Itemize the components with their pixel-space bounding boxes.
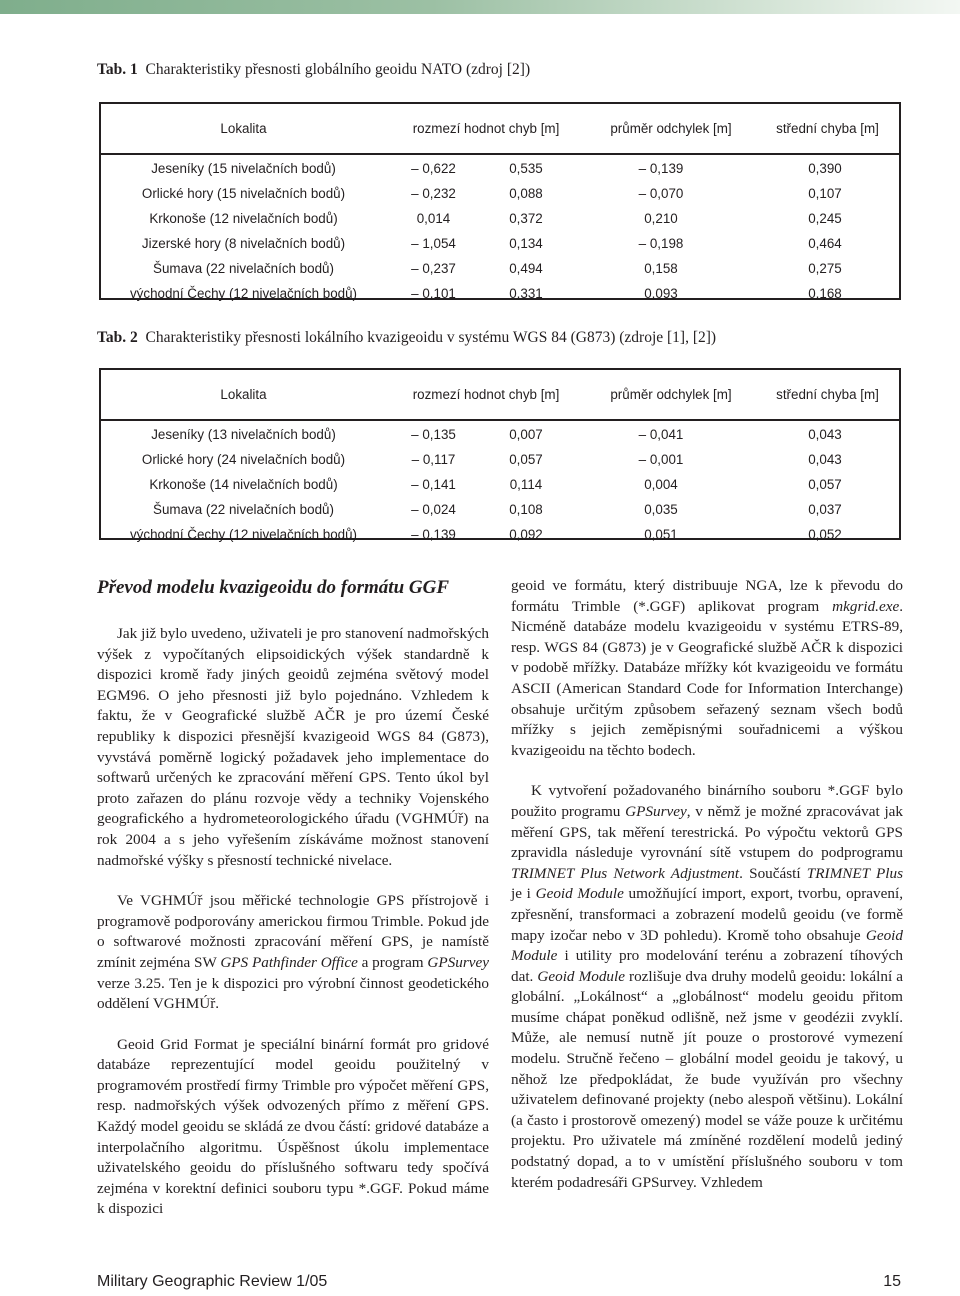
value-cell: 0,168 (808, 286, 842, 301)
value-cell: 0,107 (808, 186, 842, 201)
value-cell: – 0,024 (411, 502, 456, 517)
value-cell: – 0,198 (638, 236, 684, 251)
table-row (101, 256, 899, 281)
table1-caption-text: Charakteristiky přesnosti globálního geoidu NATO (zdroj [2]) (145, 61, 531, 78)
table-row (101, 472, 899, 497)
value-cell: 0,088 (509, 186, 543, 201)
location-cell: Jizerské hory (8 nivelačních bodů) (141, 236, 346, 251)
location-cell: východní Čechy (12 nivelačních bodů) (129, 527, 358, 542)
value-cell: – 0,139 (638, 161, 684, 176)
value-cell: – 1,054 (411, 236, 456, 251)
value-cell: 0,004 (644, 477, 678, 492)
section-heading: Převod modelu kvazigeoidu do formátu GGF (97, 577, 450, 598)
table-row (101, 281, 899, 306)
value-cell: 0,092 (509, 527, 543, 542)
table-row (101, 497, 899, 522)
value-cell: 0,372 (509, 211, 543, 226)
table-row (101, 522, 899, 547)
paragraph: Geoid Grid Format je speciální binární formát pro gridové databáze reprezentující model geoidu použitelný v programovém prostředí firmy Trimble pro výpočet měření GPS, resp. nadmořských výšek odvozených přímo z měření GPS. Každý model geoidu se skládá ze dvou částí: gridové databáze a interpolačního algoritmu. Úspěšnost úkolu implementace uživatelského geoidu do příslušného softwaru tedy spočívá zejména v korektní definici souboru typu *.GGF. Pokud máme k dispozici (97, 1035, 489, 1218)
table1 (99, 102, 901, 300)
value-cell: 0,158 (644, 261, 678, 276)
table2-header-row (101, 370, 899, 421)
location-cell: východní Čechy (12 nivelačních bodů) (129, 286, 358, 301)
table1-header-cell: střední chyba [m] (776, 121, 879, 136)
value-cell: 0,057 (509, 452, 543, 467)
value-cell: 0,043 (808, 427, 842, 442)
table1-label: Tab. 1 (97, 61, 138, 78)
paragraph: K vytvoření požadovaného binárního souboru *.GGF bylo použito programu GPSurvey, v němž je možné zpracovávat jak měření GPS, tak měření terestrická. Po výpočtu vektorů GPS zpravidla následuje vyrovnání sítě vstupem do podprogramu TRIMNET Plus Network Adjustment. Součástí TRIMNET Plus je i Geoid Module umožňující import, export, tvorbu, opravení, zpřesnění, transformaci a zobrazení modelů geoidu (ve formě mapy izočar nebo v 3D pohledu). Kromě toho obsahuje Geoid Module i utility pro modelování terénu a zobrazení tíhových dat. Geoid Module rozlišuje dva druhy modelů geoidu: lokální a globální. „Lokálnost“ a „globálnost“ modelu geoidu přitom musíme chápat poněkud odlišně, než jsme v geodézii zvyklí. Může, ale nemusí nutně jít pouze o prostorové vymezení modelu. Stručně řečeno – globální model geoidu je takový, u něhož lze předpokládat, že bude využíván pro všechny uživatelem definované projekty (nebo alespoň většinu). Lokální (a často i prostorově omezený) model se váže pouze k určitému projektu. Pro uživatele má zmíněné rozdělení modelů jediný podstatný dopad, a to v umístění příslušného souboru v tom kterém podadresáři GPSurvey. Vzhledem (511, 782, 904, 1191)
location-cell: Jeseníky (15 nivelačních bodů) (151, 161, 336, 176)
header-color-bar (0, 0, 960, 14)
value-cell: – 0,622 (411, 161, 456, 176)
value-cell: 0,245 (808, 211, 842, 226)
table2-caption-text: Charakteristiky přesnosti lokálního kvazigeoidu v systému WGS 84 (G873) (zdroje [1], [2]) (145, 329, 717, 346)
value-cell: – 0,141 (411, 477, 456, 492)
page-number: 15 (883, 1273, 901, 1290)
value-cell: 0,043 (808, 452, 842, 467)
location-cell: Krkonoše (14 nivelačních bodů) (149, 477, 338, 492)
journal-name: Military Geographic Review 1/05 (97, 1273, 328, 1290)
table2-body (101, 421, 899, 547)
table1-header-cell: průměr odchylek [m] (610, 121, 732, 136)
table2-header-cell: Lokalita (220, 387, 267, 402)
value-cell: 0,331 (509, 286, 543, 301)
table1-header-cell: rozmezí hodnot chyb [m] (412, 121, 560, 136)
value-cell: 0,108 (509, 502, 543, 517)
value-cell: – 0,232 (411, 186, 456, 201)
table1-header-cell: Lokalita (220, 121, 267, 136)
value-cell: 0,014 (416, 211, 451, 226)
paragraph: Jak již bylo uvedeno, uživateli je pro stanovení nadmořských výšek z vypočítaných elipsoidických výšek standardně k dispozici kromě řady jiných geoidů zejména světový model EGM96. O jeho přesnosti již bylo pojednáno. Vzhledem k faktu, že v Geografické službě AČR je pro území České republiky k dispozici přesnější kvazigeoid WGS 84 (G873), vyvstává poměrně logický požadavek jeho implementace do softwarů určených ke zpracování měření GPS. Tento úkol byl proto zařazen do plánu rozvoje vědy a techniky Vojenského geografického a hydrometeorologického úřadu (VGHMÚř) na rok 2004 a s jeho vyřešením získáváme možnost stanovení nadmořské výšky s přesností technické nivelace. (97, 625, 489, 869)
table1-body (101, 155, 899, 306)
location-cell: Šumava (22 nivelačních bodů) (153, 502, 334, 517)
value-cell: – 0,135 (411, 427, 456, 442)
table2-label: Tab. 2 (97, 329, 138, 346)
value-cell: 0,494 (509, 261, 543, 276)
value-cell: 0,114 (509, 477, 543, 492)
value-cell: 0,093 (644, 286, 678, 301)
value-cell: 0,052 (808, 527, 842, 542)
table1-caption (97, 60, 530, 80)
value-cell: 0,051 (644, 527, 678, 542)
value-cell: – 0,237 (411, 261, 456, 276)
value-cell: – 0,001 (638, 452, 684, 467)
value-cell: – 0,070 (638, 186, 684, 201)
table-row (101, 206, 899, 231)
table-row (101, 447, 899, 472)
paragraph: geoid ve formátu, který distribuuje NGA, lze k převodu do formátu Trimble (*.GGF) aplikovat program mkgrid.exe. Nicméně databáze modelu kvazigeoidu v systému ETRS-89, resp. WGS 84 (G873) je v Geografické službě AČR k dispozici v podobě mřížky. Databáze mřížky kót kvazigeoidu ve formátu ASCII (American Standard Code for Information Interchange) obsahuje určitým způsobem seřazený seznam všech bodů mřížky s jejich zeměpisnými souřadnicemi a výškou kvazigeoidu na těchto bodech. (511, 577, 903, 759)
left-column (97, 576, 489, 1220)
table2-header-cell: průměr odchylek [m] (610, 387, 732, 402)
location-cell: Orlické hory (24 nivelačních bodů) (141, 452, 346, 467)
table-row (101, 156, 899, 181)
value-cell: – 0,139 (411, 527, 456, 542)
location-cell: Šumava (22 nivelačních bodů) (153, 261, 334, 276)
location-cell: Orlické hory (15 nivelačních bodů) (141, 186, 346, 201)
right-column (511, 576, 903, 1193)
value-cell: – 0,117 (411, 452, 456, 467)
value-cell: 0,210 (644, 211, 678, 226)
value-cell: 0,037 (808, 502, 842, 517)
table2-header-cell: střední chyba [m] (776, 387, 879, 402)
value-cell: 0,535 (509, 161, 543, 176)
table2 (99, 368, 901, 540)
location-cell: Krkonoše (12 nivelačních bodů) (149, 211, 338, 226)
value-cell: 0,134 (509, 236, 543, 251)
value-cell: – 0,101 (411, 286, 456, 301)
value-cell: 0,275 (808, 261, 842, 276)
table2-header-cell: rozmezí hodnot chyb [m] (412, 387, 560, 402)
location-cell: Jeseníky (13 nivelačních bodů) (151, 427, 336, 442)
value-cell: 0,057 (808, 477, 842, 492)
table-row (101, 422, 899, 447)
value-cell: 0,035 (644, 502, 678, 517)
table2-caption (97, 328, 716, 348)
value-cell: 0,464 (808, 236, 842, 251)
value-cell: – 0,041 (638, 427, 684, 442)
value-cell: 0,007 (509, 427, 543, 442)
table1-header-row (101, 104, 899, 155)
paragraph: Ve VGHMÚř jsou měřické technologie GPS přístrojově i programově podporovány americkou firmou Trimble. Pokud jde o softwarové možnosti zpracování měření GPS, je namístě zmínit zejména SW GPS Pathfinder Office a program GPSurvey verze 3.25. Ten je k dispozici pro výrobní činnost geodetického oddělení VGHMÚř. (97, 892, 489, 1013)
table-row (101, 181, 899, 206)
value-cell: 0,390 (808, 161, 842, 176)
table-row (101, 231, 899, 256)
